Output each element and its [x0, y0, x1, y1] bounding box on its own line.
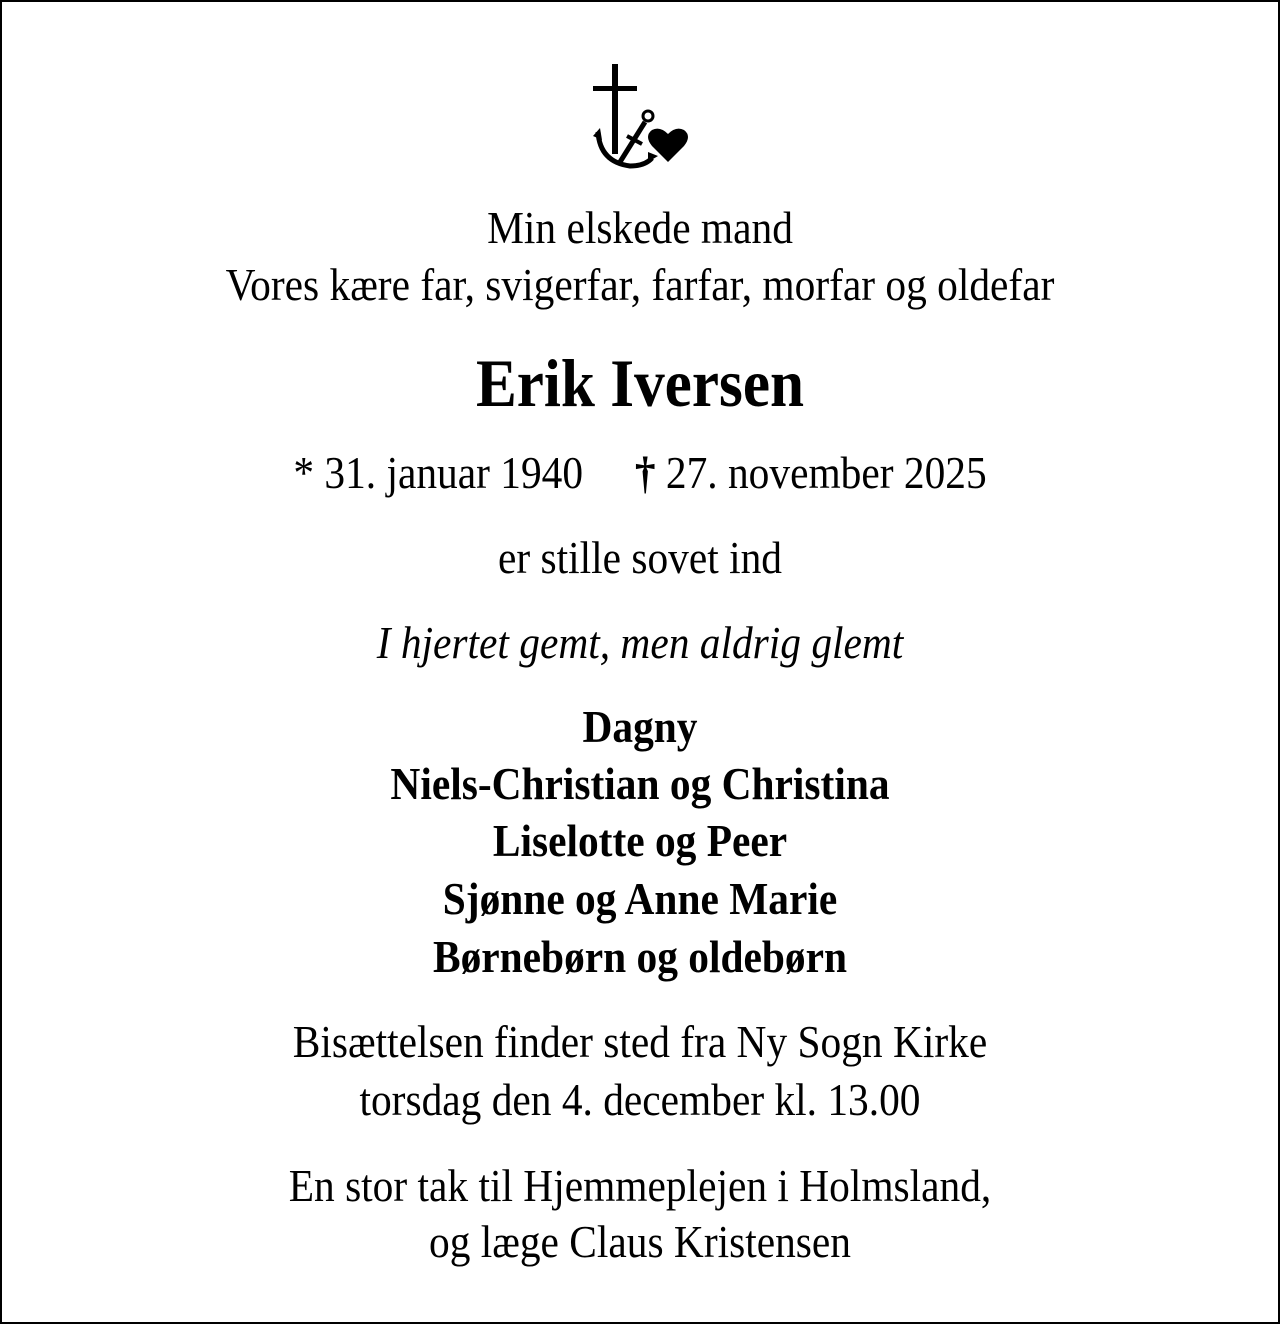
deceased-name: Erik Iversen	[475, 345, 805, 421]
mourner: Niels-Christian og Christina	[390, 758, 890, 809]
cross-anchor-heart-icon	[590, 62, 690, 170]
intro-line-1: Min elskede mand	[487, 202, 793, 253]
born-symbol: *	[293, 447, 315, 498]
born-date: 31. januar 1940	[324, 447, 584, 498]
died-symbol: †	[634, 447, 656, 498]
thanks-line-2: og læge Claus Kristensen	[428, 1216, 852, 1267]
mourner: Sjønne og Anne Marie	[442, 873, 838, 924]
died-date: 27. november 2025	[665, 447, 987, 498]
thanks-line-1: En stor tak til Hjemmeplejen i Holmsland,	[288, 1160, 992, 1211]
dates-line	[64, 444, 1216, 502]
motto: I hjertet gemt, men aldrig glemt	[376, 617, 904, 668]
mourner: Dagny	[582, 701, 698, 752]
funeral-line-2: torsdag den 4. december kl. 13.00	[359, 1074, 921, 1125]
passing-text: er stille sovet ind	[497, 532, 783, 583]
mourner: Liselotte og Peer	[492, 815, 788, 866]
mourner: Børnebørn og oldebørn	[432, 931, 848, 982]
funeral-line-1: Bisættelsen finder sted fra Ny Sogn Kirke	[292, 1016, 988, 1067]
intro-line-2: Vores kære far, svigerfar, farfar, morfar og oldefar	[225, 259, 1055, 310]
